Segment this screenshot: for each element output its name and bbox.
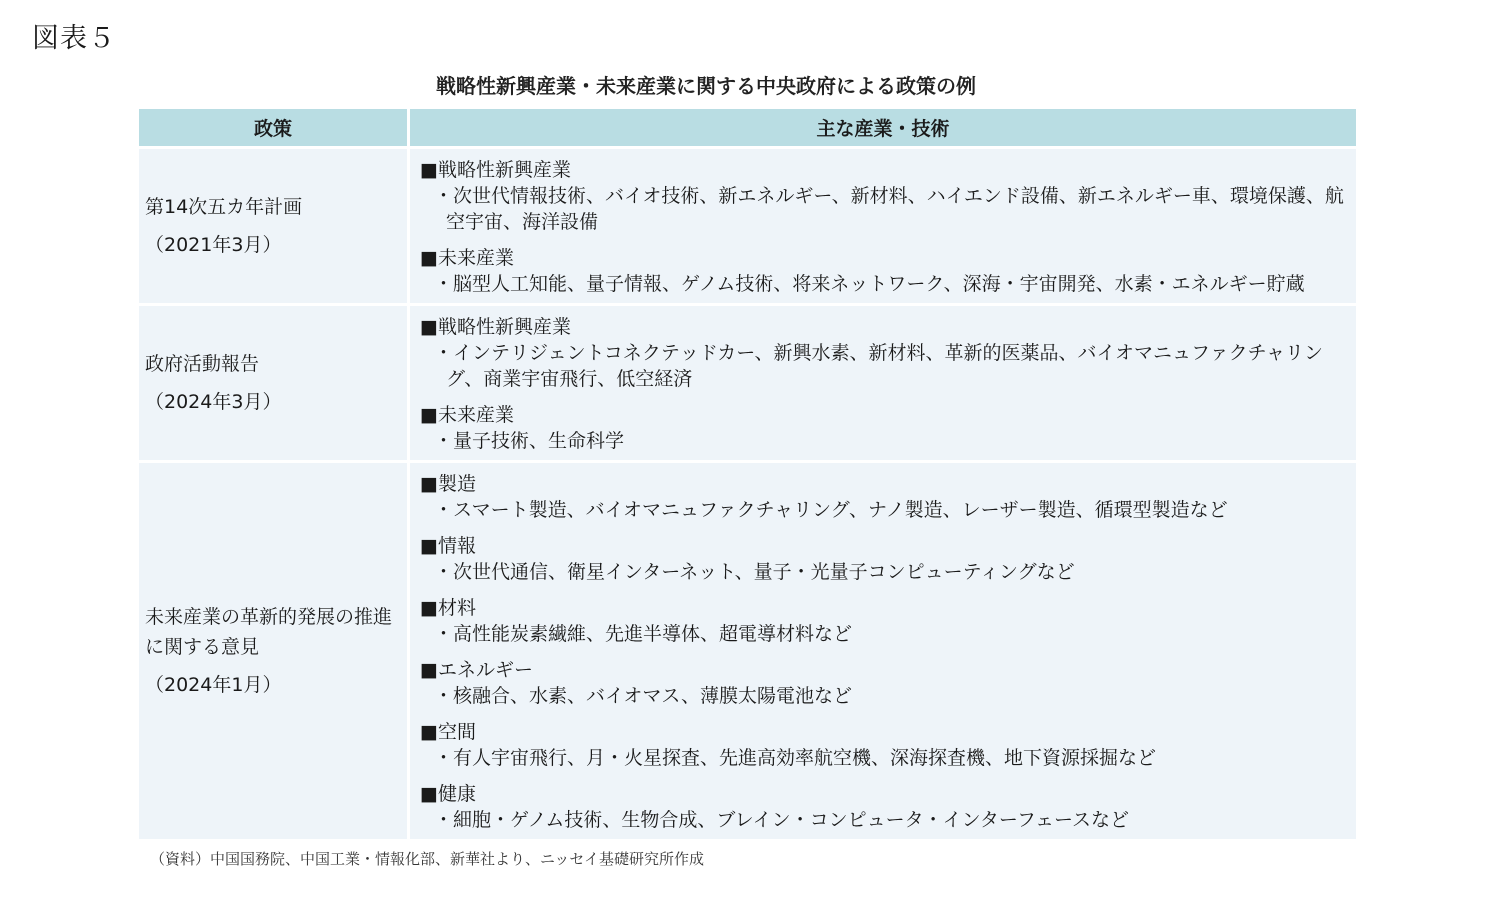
header-policy: 政策	[139, 109, 410, 146]
source-note: （資料）中国国務院、中国工業・情報化部、新華社より、ニッセイ基礎研究所作成	[150, 850, 704, 868]
category-block	[420, 595, 1350, 647]
category-block	[420, 402, 1350, 454]
content-cell	[410, 460, 1356, 839]
category-items: ・インテリジェントコネクテッドカー、新興水素、新材料、革新的医薬品、バイオマニュファクチャリング、商業宇宙飛行、低空経済	[434, 342, 1324, 390]
table-title: 戦略性新興産業・未来産業に関する中央政府による政策の例	[436, 74, 976, 98]
category-block	[420, 657, 1350, 709]
category-heading: ■健康	[420, 783, 476, 805]
content-cell	[410, 303, 1356, 460]
policy-cell	[139, 146, 410, 303]
category-heading: ■未来産業	[420, 404, 514, 426]
category-block	[420, 157, 1350, 235]
category-block	[420, 533, 1350, 585]
policy-table	[139, 109, 1356, 839]
table-header-row	[139, 109, 1356, 146]
category-heading: ■未来産業	[420, 247, 514, 269]
category-heading: ■製造	[420, 473, 476, 495]
content-cell	[410, 146, 1356, 303]
category-heading: ■情報	[420, 535, 476, 557]
figure-label: 図表５	[32, 23, 116, 54]
category-items: ・次世代情報技術、バイオ技術、新エネルギー、新材料、ハイエンド設備、新エネルギー車、環境保護、航空宇宙、海洋設備	[434, 185, 1344, 233]
category-block	[420, 471, 1350, 523]
category-block	[420, 314, 1350, 392]
header-industries: 主な産業・技術	[410, 109, 1356, 146]
category-heading: ■戦略性新興産業	[420, 316, 571, 338]
policy-date: （2021年3月）	[145, 234, 282, 256]
table-row	[139, 460, 1356, 839]
policy-cell	[139, 303, 410, 460]
policy-date: （2024年3月）	[145, 391, 282, 413]
category-items: ・有人宇宙飛行、月・火星探査、先進高効率航空機、深海探査機、地下資源採掘など	[434, 747, 1157, 769]
category-items: ・スマート製造、バイオマニュファクチャリング、ナノ製造、レーザー製造、循環型製造など	[434, 499, 1228, 521]
category-block	[420, 781, 1350, 833]
policy-cell	[139, 460, 410, 839]
policy-name: 未来産業の革新的発展の推進に関する意見	[145, 606, 393, 658]
category-items: ・高性能炭素繊維、先進半導体、超電導材料など	[434, 623, 853, 645]
category-heading: ■戦略性新興産業	[420, 159, 571, 181]
category-heading: ■空間	[420, 721, 476, 743]
table-row	[139, 303, 1356, 460]
category-items: ・量子技術、生命科学	[434, 430, 625, 452]
category-items: ・細胞・ゲノム技術、生物合成、ブレイン・コンピュータ・インターフェースなど	[434, 809, 1130, 831]
category-heading: ■エネルギー	[420, 659, 533, 681]
policy-name: 第14次五カ年計画	[145, 196, 303, 218]
policy-date: （2024年1月）	[145, 674, 282, 696]
policy-name: 政府活動報告	[145, 353, 260, 375]
category-block	[420, 245, 1350, 297]
category-block	[420, 719, 1350, 771]
category-heading: ■材料	[420, 597, 476, 619]
category-items: ・次世代通信、衛星インターネット、量子・光量子コンピューティングなど	[434, 561, 1075, 583]
category-items: ・核融合、水素、バイオマス、薄膜太陽電池など	[434, 685, 853, 707]
table-row	[139, 146, 1356, 303]
category-items: ・脳型人工知能、量子情報、ゲノム技術、将来ネットワーク、深海・宇宙開発、水素・エネルギー貯蔵	[434, 273, 1305, 295]
